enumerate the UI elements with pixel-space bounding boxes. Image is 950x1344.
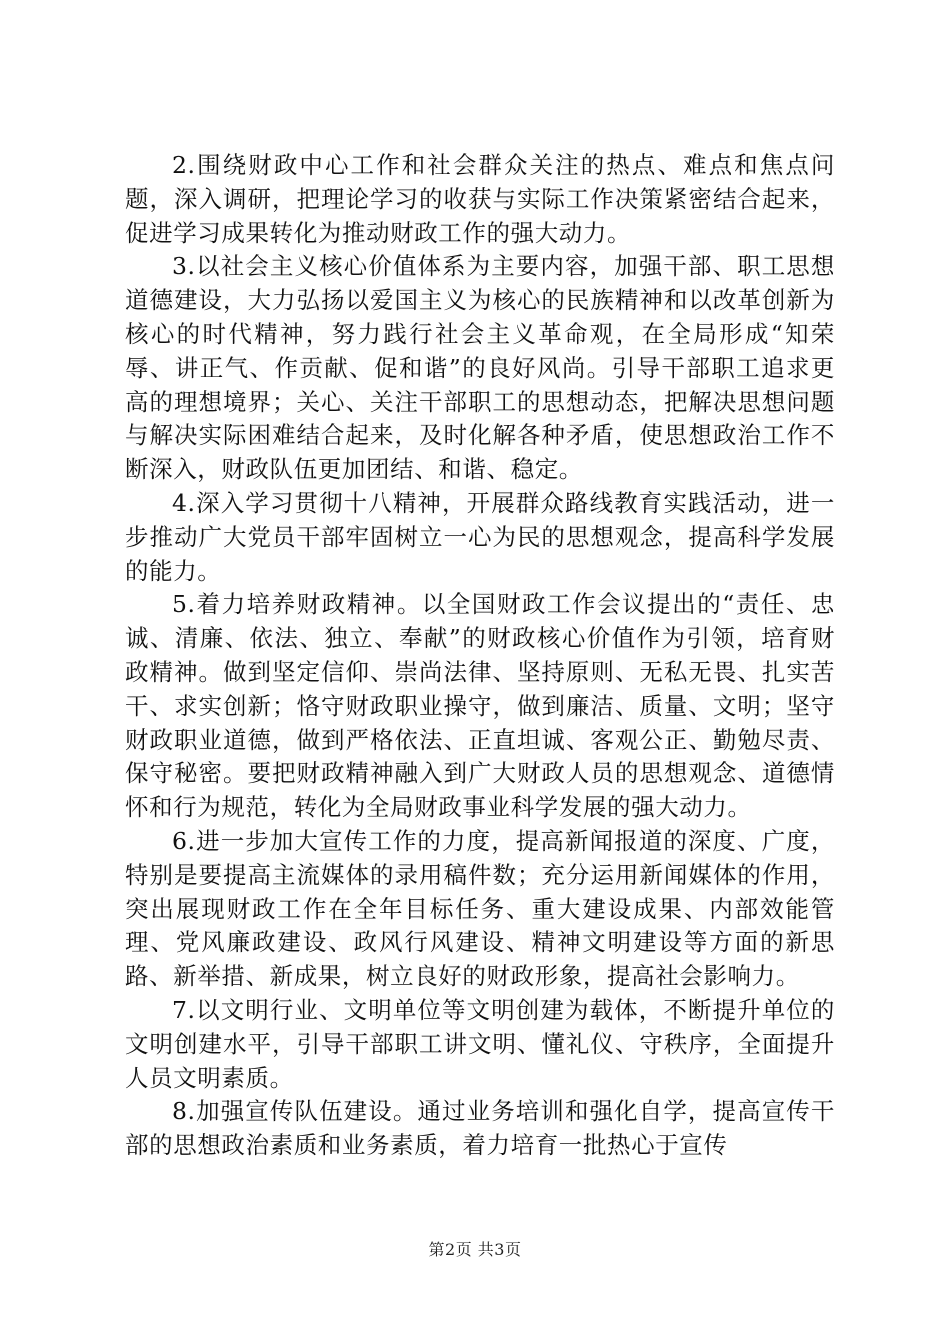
paragraph-item-2: 2.围绕财政中心工作和社会群众关注的热点、难点和焦点问题，深入调研，把理论学习的收获与实际工作决策紧密结合起来，促进学习成果转化为推动财政工作的强大动力。 <box>125 151 835 247</box>
paragraph-item-6: 6.进一步加大宣传工作的力度，提高新闻报道的深度、广度，特别是要提高主流媒体的录用稿件数；充分运用新闻媒体的作用，突出展现财政工作在全年目标任务、重大建设成果、内部效能管理、党风廉政建设、政风行风建设、精神文明建设等方面的新思路、新举措、新成果，树立良好的财政形象，提高社会影响力。 <box>125 826 835 991</box>
paragraph-item-7: 7.以文明行业、文明单位等文明创建为载体，不断提升单位的文明创建水平，引导干部职工讲文明、懂礼仪、守秩序，全面提升人员文明素质。 <box>125 995 835 1092</box>
paragraph-item-8: 8.加强宣传队伍建设。通过业务培训和强化自学，提高宣传干部的思想政治素质和业务素质，着力培育一批热心于宣传 <box>125 1097 835 1160</box>
document-body <box>125 149 835 1163</box>
paragraph-item-3: 3.以社会主义核心价值体系为主要内容，加强干部、职工思想道德建设，大力弘扬以爱国主义为核心的民族精神和以改革创新为核心的时代精神，努力践行社会主义革命观，在全局形成“知荣辱、讲正气、作贡献、促和谐”的良好风尚。引导干部职工追求更高的理想境界；关心、关注干部职工的思想动态，把解决思想问题与解决实际困难结合起来，及时化解各种矛盾，使思想政治工作不断深入，财政队伍更加团结、和谐、稳定。 <box>125 252 835 484</box>
page-number-footer: 第2页 共3页 <box>428 1240 522 1259</box>
paragraph-item-5: 5.着力培养财政精神。以全国财政工作会议提出的“责任、忠诚、清廉、依法、独立、奉献”的财政核心价值作为引领，培育财政精神。做到坚定信仰、崇尚法律、坚持原则、无私无畏、扎实苦干、求实创新；恪守财政职业操守，做到廉洁、质量、文明；坚守财政职业道德，做到严格依法、正直坦诚、客观公正、勤勉尽责、保守秘密。要把财政精神融入到广大财政人员的思想观念、道德情怀和行为规范，转化为全局财政事业科学发展的强大动力。 <box>125 590 835 822</box>
paragraph-item-4: 4.深入学习贯彻十八精神，开展群众路线教育实践活动，进一步推动广大党员干部牢固树立一心为民的思想观念，提高科学发展的能力。 <box>125 488 835 585</box>
